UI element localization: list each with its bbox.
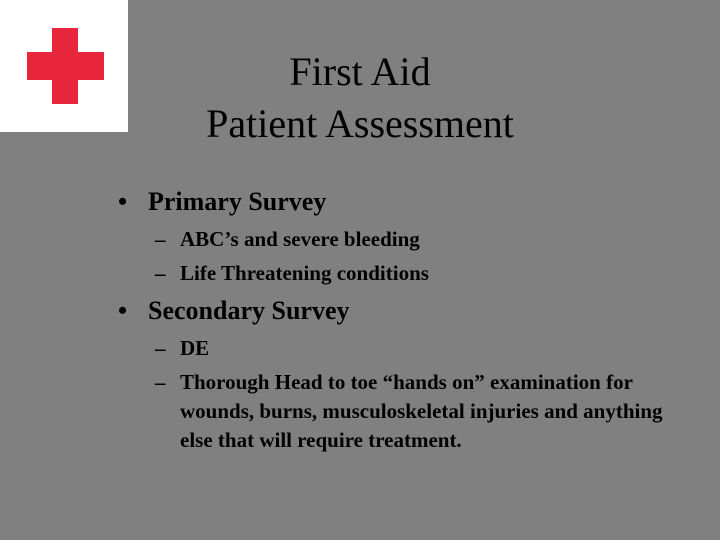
sub-item-de bbox=[155, 334, 695, 363]
bullet-label: Secondary Survey bbox=[148, 296, 350, 325]
bullet-label: Primary Survey bbox=[148, 187, 327, 216]
sub-item-text: DE bbox=[180, 336, 210, 360]
sub-item-life-threatening bbox=[155, 259, 695, 288]
bullet-secondary-survey bbox=[118, 296, 350, 326]
sub-item-text: ABC’s and severe bleeding bbox=[180, 227, 420, 251]
sub-item-head-to-toe bbox=[155, 368, 695, 455]
sub-item-abcs bbox=[155, 225, 695, 254]
title-line-2: Patient Assessment bbox=[206, 101, 514, 146]
sub-item-text: Life Threatening conditions bbox=[180, 261, 429, 285]
dash-symbol: – bbox=[155, 261, 166, 285]
bullet-primary-survey bbox=[118, 187, 326, 217]
title-line-1: First Aid bbox=[289, 49, 431, 94]
bullet-symbol: • bbox=[118, 187, 128, 216]
dash-symbol: – bbox=[155, 336, 166, 360]
sub-item-text: Thorough Head to toe “hands on” examination for wounds, burns, musculoskeletal injuries and anything else that will require treatment. bbox=[180, 370, 663, 452]
dash-symbol: – bbox=[155, 370, 166, 394]
dash-symbol: – bbox=[155, 227, 166, 251]
bullet-symbol: • bbox=[118, 296, 128, 325]
